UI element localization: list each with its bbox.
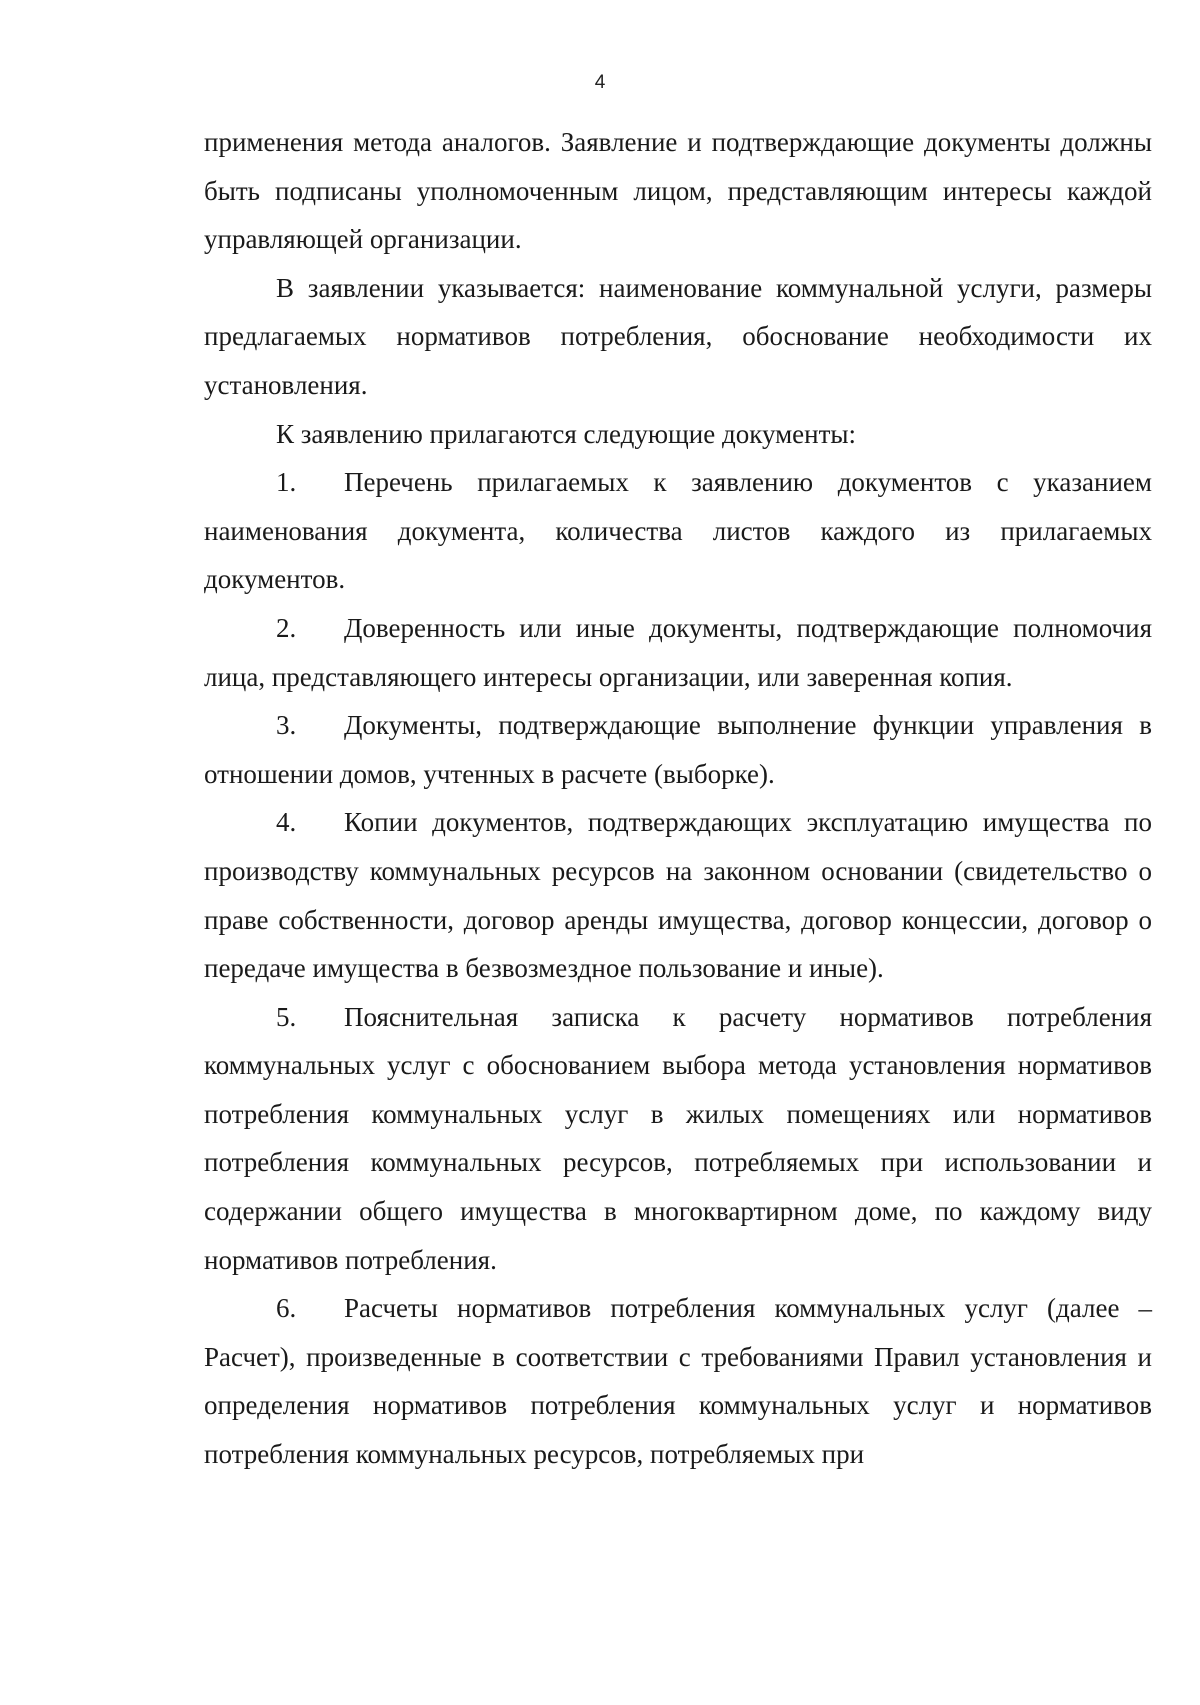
- paragraph-application-contents: В заявлении указывается: наименование коммунальной услуги, размеры предлагаемых нормативов потребления, обоснование необходимости их установления.: [204, 272, 1152, 400]
- list-item-text: Документы, подтверждающие выполнение функции управления в отношении домов, учтенных в расчете (выборке).: [204, 710, 1152, 789]
- page-number: 4: [594, 72, 606, 93]
- list-item-text: Доверенность или иные документы, подтверждающие полномочия лица, представляющего интересы организации, или заверенная копия.: [204, 612, 1152, 692]
- list-item-number: 4.: [276, 807, 297, 838]
- list-item-4: [204, 798, 1152, 992]
- list-item-text: Копии документов, подтверждающих эксплуатацию имущества по производству коммунальных ресурсов на законном основании (свидетельство о праве собственности, договор аренды имущества, договор концессии, договор о передаче имущества в безвозмездное пользование и иные).: [204, 807, 1152, 984]
- list-item-number: 2.: [276, 612, 297, 643]
- paragraph-documents-intro: К заявлению прилагаются следующие документы:: [276, 418, 857, 449]
- paragraph-continuation: применения метода аналогов. Заявление и подтверждающие документы должны быть подписаны уполномоченным лицом, представляющим интересы каждой управляющей организации.: [204, 127, 1152, 255]
- list-item-1: [204, 458, 1152, 604]
- list-item-number: 5.: [276, 1001, 297, 1032]
- list-item-5: [204, 993, 1152, 1285]
- list-item-number: 1.: [276, 467, 297, 498]
- document-body: [204, 118, 1152, 1479]
- list-item-text: Пояснительная записка к расчету нормативов потребления коммунальных услуг с обоснованием выбора метода установления нормативов потребления коммунальных услуг в жилых помещениях или нормативов потребления коммунальных ресурсов, потребляемых при использовании и содержании общего имущества в многоквартирном доме, по каждому виду нормативов потребления.: [204, 1001, 1152, 1275]
- list-item-text: Перечень прилагаемых к заявлению документов с указанием наименования документа, количества листов каждого из прилагаемых документов.: [204, 467, 1152, 595]
- list-item-number: 6.: [276, 1293, 297, 1324]
- list-item-6: [204, 1284, 1152, 1478]
- list-item-3: [204, 701, 1152, 798]
- list-item-2: [204, 604, 1152, 701]
- list-item-number: 3.: [276, 710, 297, 741]
- list-item-text: Расчеты нормативов потребления коммунальных услуг (далее – Расчет), произведенные в соответствии с требованиями Правил установления и определения нормативов потребления коммунальных услуг и нормативов потребления коммунальных ресурсов, потребляемых при: [204, 1293, 1152, 1470]
